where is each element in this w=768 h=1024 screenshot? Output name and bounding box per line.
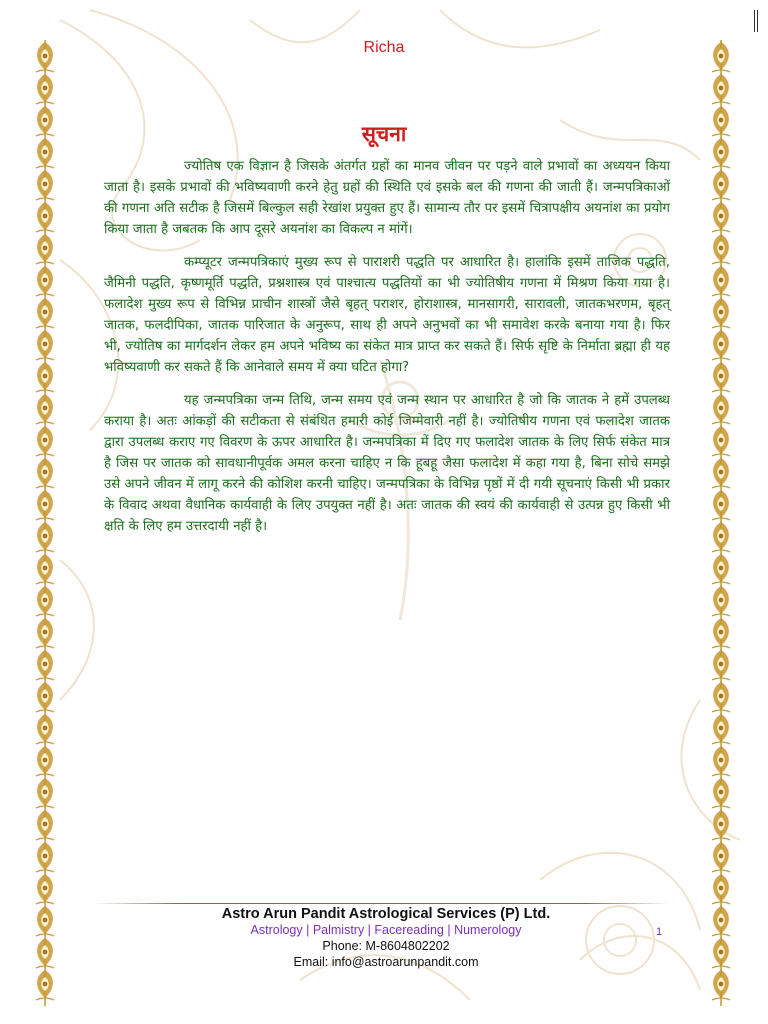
border-motif (36, 586, 54, 616)
footer-phone: Phone: M-8604802202 (322, 939, 450, 953)
border-motif (36, 618, 54, 648)
border-motif (36, 810, 54, 840)
border-motif (712, 746, 730, 776)
border-motif (36, 842, 54, 872)
border-motif (36, 202, 54, 232)
notice-paragraph-1: ज्योतिष एक विज्ञान है जिसके अंतर्गत ग्रहों का मानव जीवन पर पड़ने वाले प्रभावों का अध्ययन किया जाता है। इसके प्रभावों की भविष्यवाणी करने हेतु ग्रहों की स्थिति एवं इसके बल की गणना की जाती हैं। जन्मपत्रिकाओं की गणना अति सटीक है जिसमें बिल्कुल सही रेखांश प्रयुक्त हुए हैं। सामान्य तौर पर इसमें चित्रापक्षीय अयनांश का प्रयोग किया जाता है जबतक कि आप दूसरे अयनांश का विकल्प न मांगें। (104, 159, 670, 237)
border-motif (36, 746, 54, 776)
border-motif (36, 266, 54, 296)
border-motif (36, 74, 54, 104)
notice-paragraph-2: कम्प्यूटर जन्मपत्रिकाएं मुख्य रूप से पाराशरी पद्धति पर आधारित है। हालांकि इसमें ताजिक पद्धति, जैमिनी पद्धति, कृष्णमूर्ति पद्धति, प्रश्नशास्त्र एवं पाश्चात्य पद्धतियों का भी ज्योतिषीय गणना में मिश्रण किया गया है। फलादेश मुख्य रूप से विभिन्न प्राचीन शास्त्रों जैसे बृहत् पराशर, होराशास्त्र, मानसागरी, सारावली, जातकभरणम, बृहत् जातक, फलदीपिका, जातक पारिजात के अनुरूप, साथ ही अपने अनुभवों का भी समावेश करके बनाया गया है। फिर भी, ज्योतिष का मार्गदर्शन लेकर हम अपने भविष्य का संकेत मात्र प्राप्त कर सकते हैं। सिर्फ सृष्टि के निर्माता ब्रह्मा ही यह भविष्यवाणी कर सकते हैं कि आनेवाले समय में क्या घटित होगा? (104, 255, 670, 375)
right-ornamental-border-icon (708, 40, 734, 1006)
border-motif (36, 362, 54, 392)
border-motif (712, 522, 730, 552)
border-motif (712, 298, 730, 328)
border-motif (712, 586, 730, 616)
footer-services: Astrology | Palmistry | Facereading | Numerology (250, 923, 522, 937)
border-motif (712, 554, 730, 584)
border-motif (712, 874, 730, 904)
border-motif (36, 394, 54, 424)
border-motif (712, 842, 730, 872)
border-motif (36, 298, 54, 328)
border-motif (36, 234, 54, 264)
footer-email: Email: info@astroarunpandit.com (293, 955, 479, 969)
border-motif (712, 714, 730, 744)
border-motif (36, 714, 54, 744)
border-motif (712, 394, 730, 424)
border-motif (712, 970, 730, 1000)
border-motif (712, 170, 730, 200)
border-motif (712, 362, 730, 392)
border-motif (36, 554, 54, 584)
notice-body (104, 156, 670, 549)
border-motif (36, 682, 54, 712)
border-motif (36, 522, 54, 552)
border-motif (712, 682, 730, 712)
page-number: 1 (656, 926, 663, 938)
border-motif (712, 74, 730, 104)
native-name: Richa (363, 39, 405, 56)
border-motif (36, 458, 54, 488)
border-motif (712, 810, 730, 840)
left-ornamental-border-icon (32, 40, 58, 1006)
border-motif (36, 874, 54, 904)
border-motif (712, 266, 730, 296)
border-motif (712, 650, 730, 680)
scroll-marker-icon (754, 10, 758, 32)
border-motif (712, 234, 730, 264)
border-motif (712, 490, 730, 520)
footer-divider (94, 903, 670, 904)
border-motif (712, 202, 730, 232)
border-motif (712, 426, 730, 456)
border-motif (36, 970, 54, 1000)
border-motif (712, 330, 730, 360)
border-motif (36, 426, 54, 456)
border-motif (36, 170, 54, 200)
border-motif (36, 490, 54, 520)
border-motif (36, 330, 54, 360)
border-motif (36, 778, 54, 808)
border-motif (712, 618, 730, 648)
notice-paragraph-3: यह जन्मपत्रिका जन्म तिथि, जन्म समय एवं जन्म स्थान पर आधारित है जो कि जातक ने हमें उपलब्ध कराया है। अतः आंकड़ों की सटीकता से संबंधित हमारी कोई जिम्मेवारी नहीं है। ज्योतिषीय गणना एवं फलादेश जातक द्वारा उपलब्ध कराए गए विवरण के ऊपर आधारित है। जन्मपत्रिका में दिए गए फलादेश जातक के लिए सिर्फ संकेत मात्र है जिस पर जातक को सावधानीपूर्वक अमल करना चाहिए न कि हूबहू जैसा फलादेश में कहा गया है, बिना सोचे समझे उसे अपने जीवन में लागू करने की कोशिश करनी चाहिए। जन्मपत्रिका के विभिन्न पृष्ठों में दी गयी सूचनाएं किसी भी प्रकार के विवाद अथवा वैधानिक कार्यवाही के लिए उपयुक्त नहीं है। अतः जातक की स्वयं की कार्यवाही से उत्पन्न हुए किसी भी क्षति के लिए हम उत्तरदायी नहीं है। (104, 393, 670, 534)
border-motif (712, 778, 730, 808)
footer-company-name: Astro Arun Pandit Astrological Services (P) Ltd. (221, 906, 551, 922)
page-title: सूचना (361, 122, 407, 146)
border-motif (712, 458, 730, 488)
border-motif (36, 650, 54, 680)
